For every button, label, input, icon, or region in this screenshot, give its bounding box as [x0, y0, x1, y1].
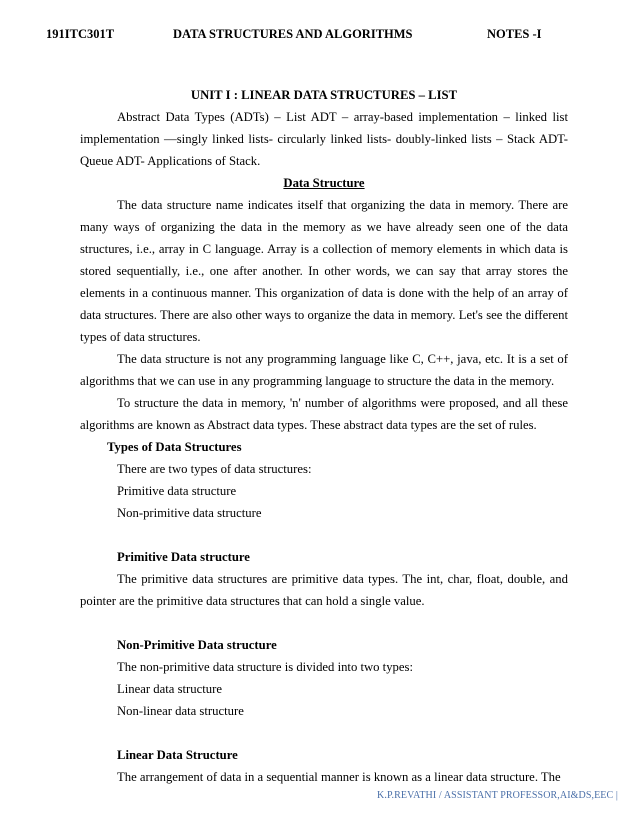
spacer: [80, 722, 568, 744]
list-item: Non-primitive data structure: [117, 506, 262, 520]
unit-title: UNIT I : LINEAR DATA STRUCTURES – LIST: [190, 88, 458, 102]
list-item: Primitive data structure: [117, 484, 237, 498]
non-primitive-intro: The non-primitive data structure is divided into two types:: [117, 660, 413, 674]
course-title: DATA STRUCTURES AND ALGORITHMS: [173, 27, 413, 41]
list-item: Linear data structure: [117, 682, 222, 696]
paragraph-primitive: The primitive data structures are primitive data types. The int, char, float, double, and pointer are the primitive data structures that can hold a single value.: [80, 572, 568, 608]
spacer: [80, 524, 568, 546]
heading-non-primitive: Non-Primitive Data structure: [117, 638, 277, 652]
syllabus-paragraph: Abstract Data Types (ADTs) – List ADT – array-based implementation – linked list implementation —singly linked lists- circularly linked lists- doubly-linked lists – Stack ADT- Queue ADT- Applications of Stack.: [80, 110, 568, 168]
page-footer: K.P.REVATHI / ASSISTANT PROFESSOR,AI&DS,EEC |: [377, 790, 618, 801]
notes-label: NOTES -I: [487, 27, 542, 41]
paragraph-intro: The data structure name indicates itself that organizing the data in memory. There are many ways of organizing the data in the memory as we have already seen one of the data structures, i.e., array in C language. Array is a collection of memory elements in which data is stored sequentially, i.e., one after another. In other words, we can say that array stores the elements in a continuous manner. This organization of data is done with the help of an array of data structures. There are also other ways to organize the data in memory. Let's see the different types of data structures.: [80, 198, 568, 344]
heading-linear: Linear Data Structure: [117, 748, 238, 762]
section-title-data-structure: Data Structure: [283, 176, 365, 190]
page-header: [0, 27, 638, 43]
paragraph-algorithms: The data structure is not any programming language like C, C++, java, etc. It is a set of algorithms that we can use in any programming language to structure the data in the memory.: [80, 352, 568, 388]
paragraph-adt: To structure the data in memory, 'n' number of algorithms were proposed, and all these algorithms are known as Abstract data types. These abstract data types are the set of rules.: [80, 396, 568, 432]
spacer: [80, 612, 568, 634]
heading-types: Types of Data Structures: [107, 440, 242, 454]
list-item: Non-linear data structure: [117, 704, 244, 718]
types-intro: There are two types of data structures:: [117, 462, 312, 476]
course-code: 191ITC301T: [46, 27, 115, 41]
heading-primitive: Primitive Data structure: [117, 550, 250, 564]
paragraph-linear: The arrangement of data in a sequential manner is known as a linear data structure. The: [117, 770, 561, 784]
document-body: [80, 84, 568, 788]
